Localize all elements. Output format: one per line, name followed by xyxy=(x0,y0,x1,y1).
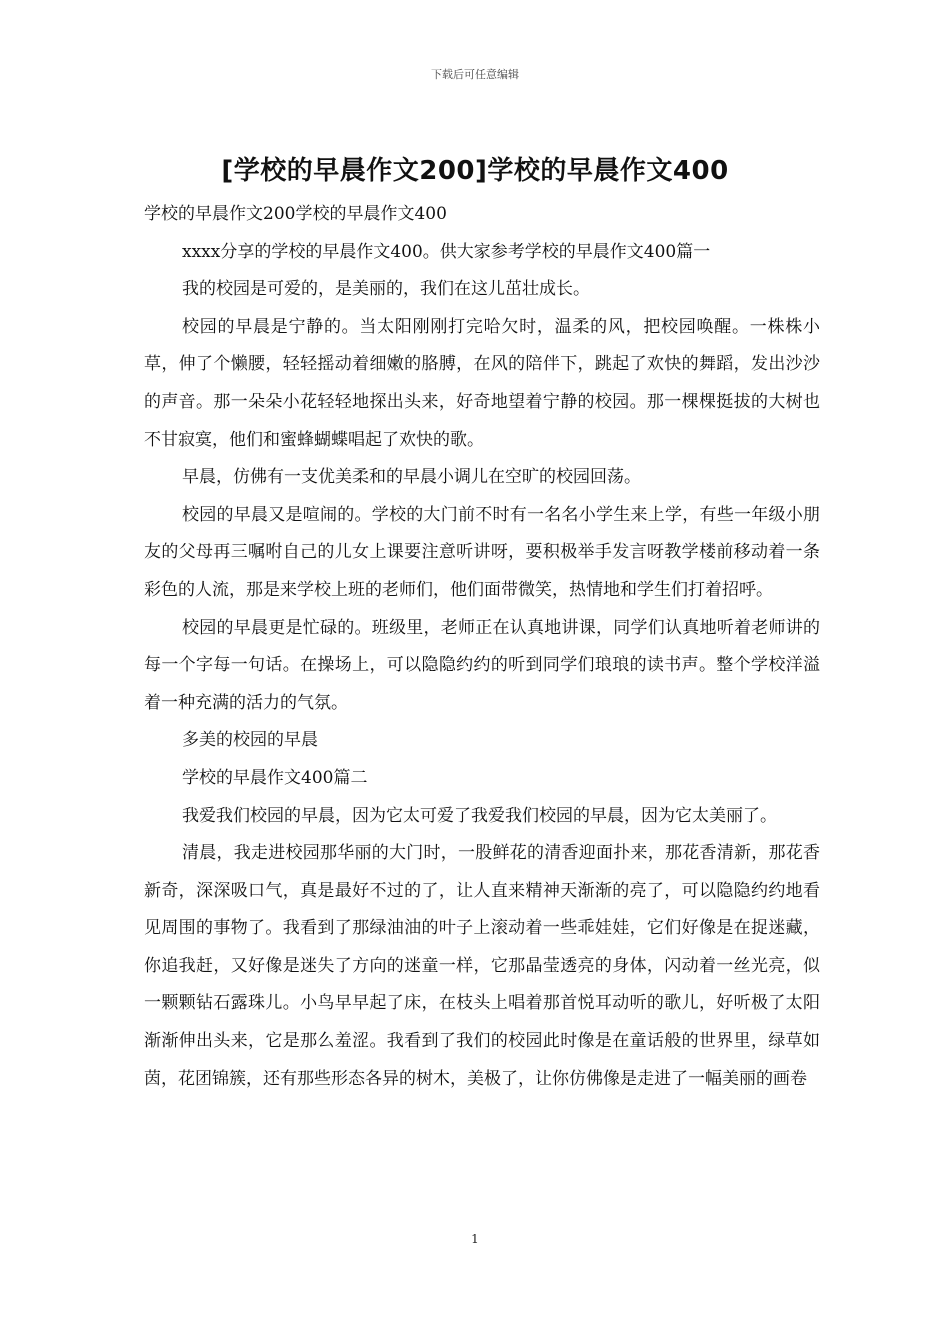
paragraph-campus-lovely: 我的校园是可爱的，是美丽的，我们在这儿茁壮成长。 xyxy=(182,279,590,300)
paragraph-morning-busy: 校园的早晨更是忙碌的。班级里，老师正在认真地讲课，同学们认真地听着老师讲的每一个字每一句话。在操场上，可以隐隐约约的听到同学们琅琅的读书声。整个学校洋溢着一种充满的活力的气氛。 xyxy=(144,617,820,713)
paragraph-morning-quiet: 校园的早晨是宁静的。当太阳刚刚打完哈欠时，温柔的风，把校园唤醒。一株株小草，伸了个懒腰，轻轻摇动着细嫩的胳膊，在风的陪伴下，跳起了欢快的舞蹈，发出沙沙的声音。那一朵朵小花轻轻地探出头来，好奇地望着宁静的校园。那一棵棵挺拔的大树也不甘寂寞，他们和蜜蜂蝴蝶唱起了欢快的歌。 xyxy=(144,316,820,450)
document-body xyxy=(144,196,820,1098)
paragraph-intro: xxxx分享的学校的早晨作文400。供大家参考学校的早晨作文400篇一 xyxy=(182,241,711,262)
paragraph-love-morning: 我爱我们校园的早晨，因为它太可爱了我爱我们校园的早晨，因为它太美丽了。 xyxy=(182,805,777,826)
page-header: 下载后可任意编辑 xyxy=(431,68,519,81)
paragraph-closing-line: 多美的校园的早晨 xyxy=(182,730,318,751)
paragraph-early-morning: 清晨，我走进校园那华丽的大门时，一股鲜花的清香迎面扑来，那花香清新，那花香新奇，深深吸口气，真是最好不过的了，让人直来精神天渐渐的亮了，可以隐隐约约地看见周围的事物了。我看到了那绿油油的叶子上滚动着一些乖娃娃，它们好像是在捉迷藏，你追我赶，又好像是迷失了方向的迷童一样，它那晶莹透亮的身体，闪动着一丝光亮，似一颗颗钻石露珠儿。小鸟早早起了床，在枝头上唱着那首悦耳动听的歌儿，好听极了太阳渐渐伸出头来，它是那么羞涩。我看到了我们的校园此时像是在童话般的世界里，绿草如茵，花团锦簇，还有那些形态各异的树木，美极了，让你仿佛像是走进了一幅美丽的画卷 xyxy=(144,843,820,1089)
document-title: [学校的早晨作文200]学校的早晨作文400 xyxy=(221,156,729,186)
document-subtitle: 学校的早晨作文200学校的早晨作文400 xyxy=(144,204,447,224)
section-heading-essay-two: 学校的早晨作文400篇二 xyxy=(182,767,368,788)
paragraph-morning-noisy: 校园的早晨又是喧闹的。学校的大门前不时有一名名小学生来上学，有些一年级小朋友的父母再三嘱咐自己的儿女上课要注意听讲呀，要积极举手发言呀教学楼前移动着一条彩色的人流，那是来学校上班的老师们，他们面带微笑，热情地和学生们打着招呼。 xyxy=(144,504,820,600)
page-number: 1 xyxy=(471,1232,479,1246)
paragraph-morning-tune: 早晨，仿佛有一支优美柔和的早晨小调儿在空旷的校园回荡。 xyxy=(182,467,641,488)
